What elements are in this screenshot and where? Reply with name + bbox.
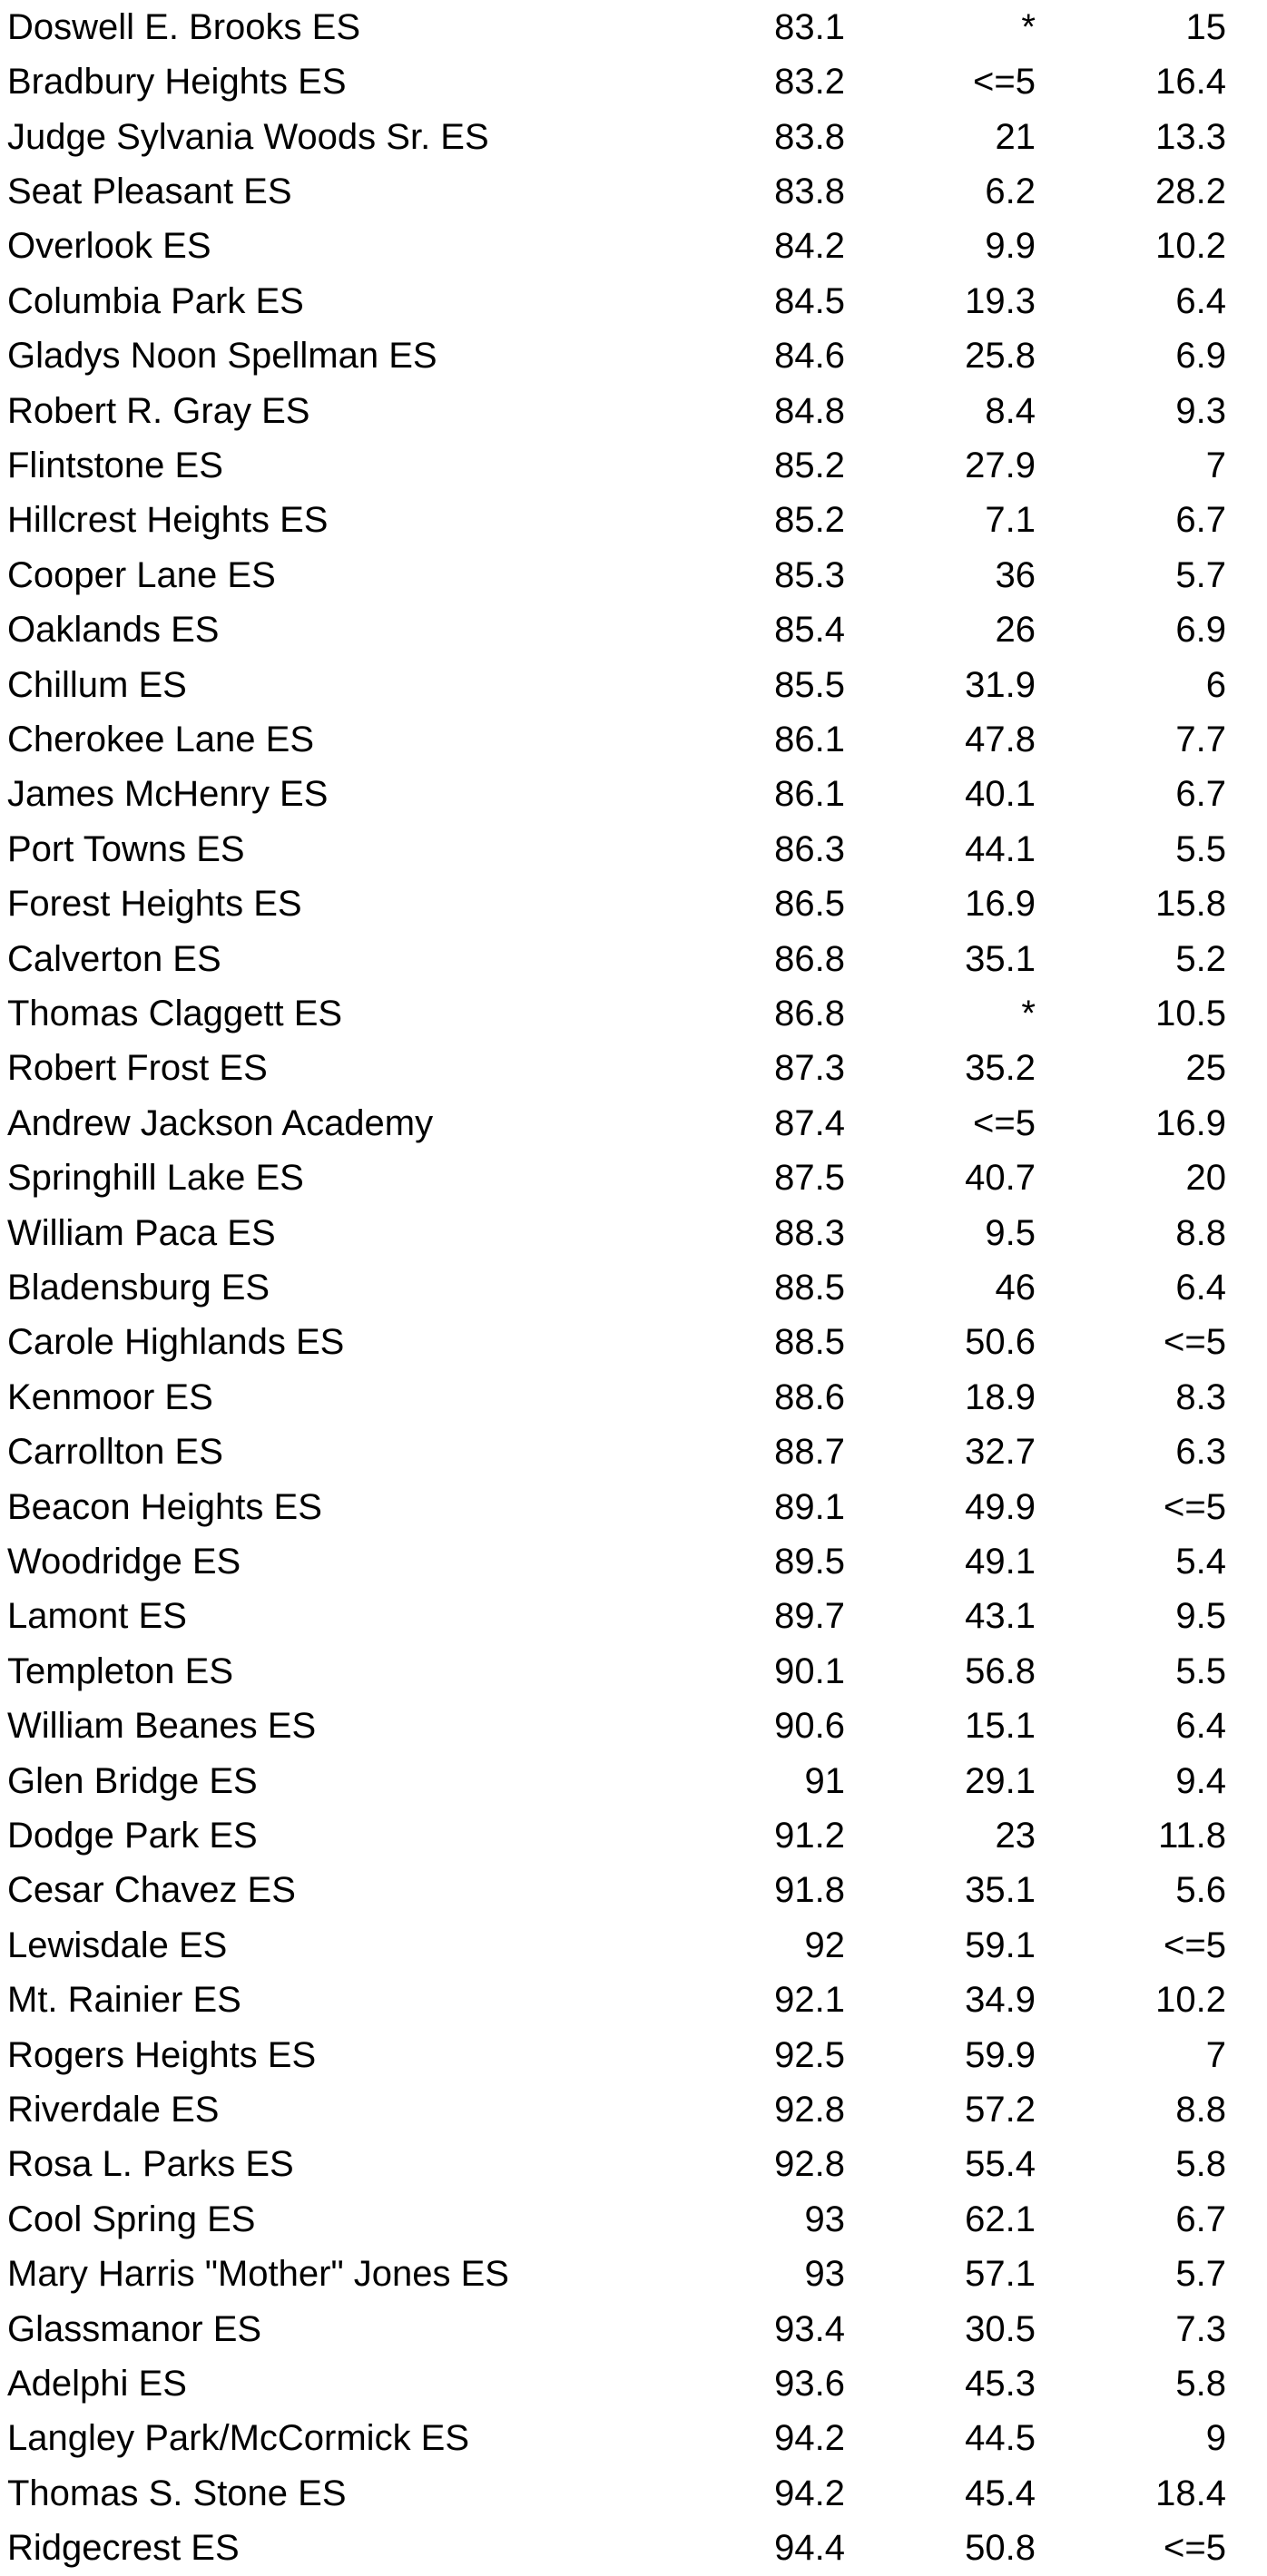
value-cell-3: 6.4 [1175, 280, 1226, 321]
value-cell-2: 29.1 [965, 1760, 1036, 1801]
value-cell-3: 7 [1205, 2034, 1226, 2075]
value-cell-3: 13.3 [1155, 116, 1226, 157]
table-row [0, 2137, 1267, 2191]
value-cell-1: 87.3 [774, 1048, 845, 1089]
table-row [0, 1534, 1267, 1589]
value-cell-3: 16.4 [1155, 62, 1226, 103]
value-cell-2: 56.8 [965, 1650, 1036, 1691]
value-cell-1: 85.4 [774, 610, 845, 651]
table-row [0, 767, 1267, 821]
value-cell-1: 83.2 [774, 62, 845, 103]
value-cell-2: 34.9 [965, 1980, 1036, 2021]
value-cell-2: 15.1 [965, 1706, 1036, 1747]
value-cell-1: 83.8 [774, 171, 845, 211]
value-cell-2: 46 [995, 1268, 1036, 1308]
table-row [0, 0, 1267, 54]
school-name-cell: Riverdale ES [7, 2090, 220, 2130]
value-cell-1: 86.8 [774, 938, 845, 979]
value-cell-3: 5.8 [1175, 2144, 1226, 2185]
value-cell-1: 85.5 [774, 664, 845, 705]
value-cell-1: 84.5 [774, 280, 845, 321]
value-cell-1: 85.2 [774, 500, 845, 541]
value-cell-2: 62.1 [965, 2199, 1036, 2239]
table-row [0, 1808, 1267, 1863]
value-cell-3: 9 [1205, 2418, 1226, 2459]
value-cell-3: 7 [1205, 446, 1226, 485]
value-cell-2: 40.7 [965, 1158, 1036, 1199]
school-name-cell: Robert R. Gray ES [7, 390, 310, 431]
school-name-cell: Woodridge ES [7, 1542, 241, 1582]
value-cell-2: <=5 [973, 1102, 1036, 1143]
value-cell-1: 86.3 [774, 828, 845, 869]
value-cell-2: 18.9 [965, 1376, 1036, 1417]
school-name-cell: Doswell E. Brooks ES [7, 6, 361, 47]
school-name-cell: Dodge Park ES [7, 1816, 258, 1856]
school-name-cell: Thomas S. Stone ES [7, 2473, 347, 2513]
table-row [0, 1315, 1267, 1369]
value-cell-3: 5.6 [1175, 1870, 1226, 1911]
value-cell-2: 36 [995, 554, 1036, 595]
value-cell-1: 87.4 [774, 1102, 845, 1143]
value-cell-2: 44.1 [965, 828, 1036, 869]
value-cell-2: 23 [995, 1816, 1036, 1856]
value-cell-1: 85.3 [774, 554, 845, 595]
value-cell-2: 45.3 [965, 2364, 1036, 2404]
value-cell-2: 49.9 [965, 1486, 1036, 1527]
table-row [0, 438, 1267, 493]
value-cell-2: 21 [995, 116, 1036, 157]
table-row [0, 1260, 1267, 1315]
value-cell-3: <=5 [1164, 1322, 1226, 1363]
table-row [0, 164, 1267, 219]
value-cell-1: 89.1 [774, 1486, 845, 1527]
value-cell-3: 15.8 [1155, 884, 1226, 925]
value-cell-2: 35.1 [965, 938, 1036, 979]
school-name-cell: Cherokee Lane ES [7, 720, 315, 759]
value-cell-2: 50.6 [965, 1322, 1036, 1363]
value-cell-2: 59.9 [965, 2034, 1036, 2075]
value-cell-3: 6.4 [1175, 1268, 1226, 1308]
school-name-cell: Lewisdale ES [7, 1925, 228, 1965]
table-row [0, 2028, 1267, 2082]
value-cell-1: 88.6 [774, 1376, 845, 1417]
table-row [0, 1863, 1267, 1917]
school-name-cell: Oaklands ES [7, 610, 220, 651]
value-cell-2: 55.4 [965, 2144, 1036, 2185]
school-name-cell: Glen Bridge ES [7, 1760, 258, 1801]
school-name-cell: William Paca ES [7, 1212, 276, 1253]
table-row [0, 274, 1267, 328]
table-row [0, 2082, 1267, 2137]
table-row [0, 110, 1267, 164]
value-cell-2: 35.2 [965, 1048, 1036, 1089]
value-cell-3: 5.4 [1175, 1542, 1226, 1582]
value-cell-3: 20 [1185, 1158, 1226, 1199]
table-row [0, 1041, 1267, 1095]
value-cell-2: 16.9 [965, 884, 1036, 925]
value-cell-3: 6.4 [1175, 1706, 1226, 1747]
value-cell-1: 89.7 [774, 1596, 845, 1637]
table-row [0, 1151, 1267, 1205]
table-row [0, 548, 1267, 602]
school-name-cell: Chillum ES [7, 664, 187, 705]
value-cell-2: 26 [995, 610, 1036, 651]
value-cell-3: 10.5 [1155, 994, 1226, 1033]
value-cell-2: 31.9 [965, 664, 1036, 705]
value-cell-1: 94.4 [774, 2528, 845, 2569]
value-cell-3: 5.8 [1175, 2364, 1226, 2404]
value-cell-3: <=5 [1164, 1486, 1226, 1527]
value-cell-2: 47.8 [965, 720, 1036, 759]
school-name-cell: Hillcrest Heights ES [7, 500, 329, 541]
value-cell-1: 88.3 [774, 1212, 845, 1253]
value-cell-2: * [1021, 994, 1036, 1033]
table-row [0, 712, 1267, 767]
table-row [0, 1699, 1267, 1753]
value-cell-1: 94.2 [774, 2418, 845, 2459]
value-cell-1: 83.8 [774, 116, 845, 157]
value-cell-3: 16.9 [1155, 1102, 1226, 1143]
value-cell-3: <=5 [1164, 2528, 1226, 2569]
value-cell-2: 59.1 [965, 1925, 1036, 1965]
school-name-cell: Judge Sylvania Woods Sr. ES [7, 116, 489, 157]
value-cell-3: 15 [1185, 6, 1226, 47]
value-cell-1: 88.5 [774, 1322, 845, 1363]
school-name-cell: Port Towns ES [7, 828, 245, 869]
table-row [0, 822, 1267, 877]
school-name-cell: Cesar Chavez ES [7, 1870, 296, 1911]
table-row [0, 2521, 1267, 2575]
value-cell-2: 27.9 [965, 446, 1036, 485]
school-name-cell: Mt. Rainier ES [7, 1980, 241, 2021]
table-row [0, 877, 1267, 931]
school-name-cell: Lamont ES [7, 1596, 187, 1637]
table-row [0, 493, 1267, 547]
table-row [0, 658, 1267, 712]
table-row [0, 219, 1267, 273]
school-name-cell: Beacon Heights ES [7, 1486, 322, 1527]
value-cell-3: 7.7 [1175, 720, 1226, 759]
table-row [0, 1206, 1267, 1260]
table-row [0, 1644, 1267, 1699]
value-cell-2: 8.4 [985, 390, 1036, 431]
table-row [0, 1918, 1267, 1973]
value-cell-2: 6.2 [985, 171, 1036, 211]
school-name-cell: Carole Highlands ES [7, 1322, 345, 1363]
school-name-cell: Columbia Park ES [7, 280, 304, 321]
value-cell-1: 90.6 [774, 1706, 845, 1747]
value-cell-3: 6.9 [1175, 336, 1226, 377]
value-cell-1: 88.7 [774, 1432, 845, 1473]
value-cell-1: 94.2 [774, 2473, 845, 2513]
table-row [0, 1425, 1267, 1479]
value-cell-3: 5.5 [1175, 1650, 1226, 1691]
value-cell-1: 86.1 [774, 774, 845, 815]
value-cell-3: 25 [1185, 1048, 1226, 1089]
table-row [0, 2411, 1267, 2465]
value-cell-3: 6.7 [1175, 774, 1226, 815]
value-cell-1: 91 [804, 1760, 845, 1801]
value-cell-3: 18.4 [1155, 2473, 1226, 2513]
value-cell-3: 5.2 [1175, 938, 1226, 979]
table-row [0, 2302, 1267, 2356]
school-name-cell: Cooper Lane ES [7, 554, 276, 595]
value-cell-3: 9.5 [1175, 1596, 1226, 1637]
table-row [0, 986, 1267, 1041]
value-cell-1: 86.1 [774, 720, 845, 759]
school-name-cell: Mary Harris "Mother" Jones ES [7, 2254, 509, 2295]
school-name-cell: James McHenry ES [7, 774, 329, 815]
value-cell-1: 87.5 [774, 1158, 845, 1199]
value-cell-3: 8.8 [1175, 1212, 1226, 1253]
value-cell-2: 40.1 [965, 774, 1036, 815]
table-row [0, 932, 1267, 986]
table-row [0, 328, 1267, 383]
school-name-cell: Carrollton ES [7, 1432, 223, 1473]
table-row [0, 2247, 1267, 2301]
value-cell-3: 6 [1205, 664, 1226, 705]
value-cell-1: 84.2 [774, 226, 845, 267]
table-row [0, 602, 1267, 657]
value-cell-1: 85.2 [774, 446, 845, 485]
value-cell-2: 25.8 [965, 336, 1036, 377]
value-cell-3: 6.7 [1175, 500, 1226, 541]
value-cell-3: 6.7 [1175, 2199, 1226, 2239]
school-name-cell: Seat Pleasant ES [7, 171, 292, 211]
table-row [0, 1973, 1267, 2027]
value-cell-2: 57.2 [965, 2090, 1036, 2130]
value-cell-2: 35.1 [965, 1870, 1036, 1911]
value-cell-3: 8.8 [1175, 2090, 1226, 2130]
school-name-cell: Ridgecrest ES [7, 2528, 240, 2569]
value-cell-1: 86.5 [774, 884, 845, 925]
value-cell-2: 44.5 [965, 2418, 1036, 2459]
table-row [0, 2466, 1267, 2521]
value-cell-2: 9.9 [985, 226, 1036, 267]
value-cell-1: 92.1 [774, 1980, 845, 2021]
table-row [0, 1480, 1267, 1534]
value-cell-1: 93.4 [774, 2308, 845, 2349]
table-row [0, 1370, 1267, 1425]
school-name-cell: Langley Park/McCormick ES [7, 2418, 470, 2459]
school-name-cell: Thomas Claggett ES [7, 994, 343, 1033]
school-name-cell: Kenmoor ES [7, 1376, 213, 1417]
value-cell-1: 88.5 [774, 1268, 845, 1308]
value-cell-1: 86.8 [774, 994, 845, 1033]
value-cell-1: 92.8 [774, 2144, 845, 2185]
value-cell-1: 92.5 [774, 2034, 845, 2075]
value-cell-2: 30.5 [965, 2308, 1036, 2349]
table-row [0, 1096, 1267, 1151]
value-cell-2: * [1021, 6, 1036, 47]
value-cell-3: 5.7 [1175, 2254, 1226, 2295]
table-row [0, 2356, 1267, 2411]
school-name-cell: Overlook ES [7, 226, 211, 267]
school-name-cell: Adelphi ES [7, 2364, 187, 2404]
value-cell-1: 84.6 [774, 336, 845, 377]
value-cell-3: 7.3 [1175, 2308, 1226, 2349]
value-cell-2: 57.1 [965, 2254, 1036, 2295]
value-cell-1: 93 [804, 2254, 845, 2295]
school-name-cell: Springhill Lake ES [7, 1158, 304, 1199]
school-name-cell: Calverton ES [7, 938, 221, 979]
table-row [0, 1754, 1267, 1808]
school-name-cell: Bradbury Heights ES [7, 62, 347, 103]
school-name-cell: Flintstone ES [7, 446, 223, 485]
value-cell-1: 93.6 [774, 2364, 845, 2404]
value-cell-2: 9.5 [985, 1212, 1036, 1253]
value-cell-3: 28.2 [1155, 171, 1226, 211]
value-cell-3: 11.8 [1158, 1816, 1226, 1856]
value-cell-1: 91.8 [774, 1870, 845, 1911]
value-cell-1: 92 [804, 1925, 845, 1965]
value-cell-2: 19.3 [965, 280, 1036, 321]
school-name-cell: Templeton ES [7, 1650, 234, 1691]
value-cell-1: 83.1 [774, 6, 845, 47]
table-row [0, 1589, 1267, 1643]
value-cell-1: 91.2 [774, 1816, 845, 1856]
value-cell-3: 8.3 [1175, 1376, 1226, 1417]
value-cell-2: 32.7 [965, 1432, 1036, 1473]
table-row [0, 2192, 1267, 2247]
school-name-cell: William Beanes ES [7, 1706, 317, 1747]
school-name-cell: Gladys Noon Spellman ES [7, 336, 437, 377]
school-name-cell: Forest Heights ES [7, 884, 302, 925]
value-cell-1: 93 [804, 2199, 845, 2239]
school-name-cell: Andrew Jackson Academy [7, 1102, 434, 1143]
value-cell-3: 10.2 [1155, 226, 1226, 267]
value-cell-3: 6.3 [1175, 1432, 1226, 1473]
value-cell-2: 49.1 [965, 1542, 1036, 1582]
value-cell-3: 9.3 [1175, 390, 1226, 431]
value-cell-1: 84.8 [774, 390, 845, 431]
value-cell-1: 89.5 [774, 1542, 845, 1582]
value-cell-3: 5.7 [1175, 554, 1226, 595]
value-cell-2: 7.1 [985, 500, 1036, 541]
value-cell-3: 10.2 [1155, 1980, 1226, 2021]
school-name-cell: Robert Frost ES [7, 1048, 268, 1089]
value-cell-2: 43.1 [965, 1596, 1036, 1637]
school-name-cell: Rogers Heights ES [7, 2034, 317, 2075]
value-cell-3: 5.5 [1175, 828, 1226, 869]
value-cell-2: <=5 [973, 62, 1036, 103]
value-cell-3: <=5 [1164, 1925, 1226, 1965]
value-cell-2: 45.4 [965, 2473, 1036, 2513]
value-cell-3: 9.4 [1175, 1760, 1226, 1801]
school-name-cell: Bladensburg ES [7, 1268, 270, 1308]
school-name-cell: Rosa L. Parks ES [7, 2144, 294, 2185]
table-row [0, 54, 1267, 109]
value-cell-1: 92.8 [774, 2090, 845, 2130]
value-cell-3: 6.9 [1175, 610, 1226, 651]
table-row [0, 384, 1267, 438]
value-cell-2: 50.8 [965, 2528, 1036, 2569]
school-name-cell: Cool Spring ES [7, 2199, 256, 2239]
school-name-cell: Glassmanor ES [7, 2308, 262, 2349]
value-cell-1: 90.1 [774, 1650, 845, 1691]
